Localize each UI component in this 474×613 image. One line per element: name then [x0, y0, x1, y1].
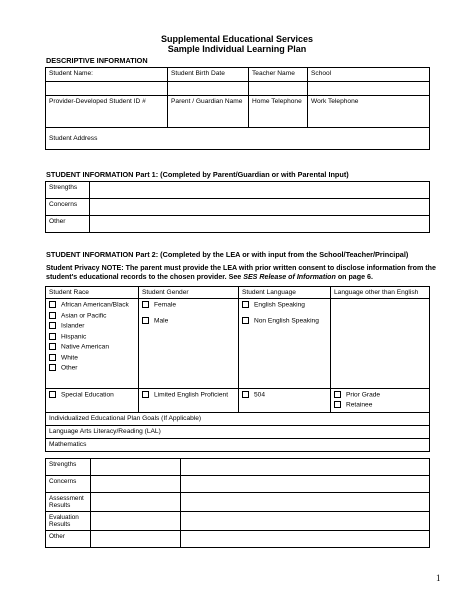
teacher-name-label: Teacher Name	[252, 70, 295, 77]
privacy-note	[46, 264, 438, 281]
goals-cell[interactable]	[91, 476, 181, 493]
grade-options	[331, 389, 430, 413]
descriptive-table	[45, 67, 430, 150]
lal-row: Language Arts Literacy/Reading (LAL)	[46, 426, 430, 439]
school-field[interactable]	[308, 68, 430, 82]
goals-cell[interactable]	[91, 512, 181, 531]
language-options	[239, 299, 331, 389]
checkbox-icon[interactable]	[242, 301, 249, 308]
limited-english-option[interactable]: Limited English Proficient	[139, 389, 239, 413]
document-title-line-1: Supplemental Educational Services	[160, 34, 314, 44]
race-option[interactable]: Islander	[49, 322, 135, 330]
school-label: School	[311, 70, 332, 77]
other-input[interactable]	[90, 216, 430, 233]
student-address-label: Student Address	[49, 134, 98, 142]
birth-date-label: Student Birth Date	[171, 70, 225, 77]
student-address-field[interactable]	[46, 128, 430, 150]
goals-row-label: Assessment Results	[46, 493, 91, 512]
language-option[interactable]: English Speaking	[242, 301, 327, 309]
descriptive-heading: DESCRIPTIVE INFORMATION	[46, 56, 148, 65]
work-telephone-field[interactable]	[308, 96, 430, 128]
blank-cell[interactable]	[308, 82, 430, 96]
part2-heading: STUDENT INFORMATION Part 2: (Completed by the LEA or with input from the School/Teacher/Principal)	[46, 250, 409, 259]
student-name-label: Student Name:	[49, 70, 93, 77]
part1-row-label: Other	[46, 216, 90, 233]
goals-table	[45, 458, 430, 548]
provider-id-field[interactable]	[46, 96, 168, 128]
special-education-option[interactable]: Special Education	[46, 389, 139, 413]
blank-cell[interactable]	[168, 82, 249, 96]
part2-table	[45, 286, 430, 452]
checkbox-icon[interactable]	[334, 401, 341, 408]
goals-cell[interactable]	[181, 531, 430, 548]
language-header: Student Language	[239, 287, 331, 299]
parent-guardian-field[interactable]	[168, 96, 249, 128]
part1-table	[45, 181, 430, 233]
document-title-line-2: Sample Individual Learning Plan	[167, 44, 307, 54]
race-options	[46, 299, 139, 389]
goals-row-label: Other	[46, 531, 91, 548]
race-option[interactable]: African American/Black	[49, 301, 135, 309]
goals-row-label: Evaluation Results	[46, 512, 91, 531]
checkbox-icon[interactable]	[49, 333, 56, 340]
retainee-option[interactable]: Retainee	[334, 401, 426, 409]
gender-options	[139, 299, 239, 389]
home-telephone-label: Home Telephone	[252, 98, 302, 105]
checkbox-icon[interactable]	[49, 391, 56, 398]
race-option[interactable]: Native American	[49, 343, 135, 351]
home-telephone-field[interactable]	[249, 96, 308, 128]
checkbox-icon[interactable]	[49, 322, 56, 329]
other-language-input[interactable]	[331, 299, 430, 389]
checkbox-icon[interactable]	[49, 312, 56, 319]
part1-heading: STUDENT INFORMATION Part 1: (Completed by Parent/Guardian or with Parental Input)	[46, 170, 349, 179]
part1-row-label: Concerns	[46, 199, 90, 216]
checkbox-icon[interactable]	[49, 343, 56, 350]
goals-row-label: Concerns	[46, 476, 91, 493]
race-option[interactable]: Other	[49, 364, 135, 372]
student-name-field[interactable]	[46, 68, 168, 82]
blank-cell[interactable]	[46, 82, 168, 96]
checkbox-icon[interactable]	[142, 317, 149, 324]
goals-row-label: Strengths	[46, 459, 91, 476]
goals-cell[interactable]	[91, 459, 181, 476]
gender-option[interactable]: Male	[142, 317, 235, 325]
checkbox-icon[interactable]	[242, 317, 249, 324]
goals-cell[interactable]	[181, 476, 430, 493]
part1-row-label: Strengths	[46, 182, 90, 199]
concerns-input[interactable]	[90, 199, 430, 216]
language-option[interactable]: Non English Speaking	[242, 317, 327, 325]
blank-cell[interactable]	[249, 82, 308, 96]
race-option[interactable]: White	[49, 354, 135, 362]
section-504-option[interactable]: 504	[239, 389, 331, 413]
provider-id-label: Provider-Developed Student ID #	[49, 98, 146, 105]
privacy-note-end: on page 6.	[335, 272, 373, 281]
gender-header: Student Gender	[139, 287, 239, 299]
goals-cell[interactable]	[91, 493, 181, 512]
prior-grade-option[interactable]: Prior Grade	[334, 391, 426, 399]
checkbox-icon[interactable]	[142, 391, 149, 398]
release-of-information-ref: SES Release of Information	[243, 272, 336, 281]
birth-date-field[interactable]	[168, 68, 249, 82]
other-language-header: Language other than English	[331, 287, 430, 299]
goals-cell[interactable]	[181, 459, 430, 476]
checkbox-icon[interactable]	[49, 364, 56, 371]
goals-cell[interactable]	[91, 531, 181, 548]
goals-cell[interactable]	[181, 493, 430, 512]
checkbox-icon[interactable]	[334, 391, 341, 398]
checkbox-icon[interactable]	[49, 301, 56, 308]
privacy-note-text: Student Privacy NOTE: The parent must provide the LEA with prior written consent to disclose information from the student's educational records to the chosen provider. See	[46, 264, 436, 281]
checkbox-icon[interactable]	[242, 391, 249, 398]
teacher-name-field[interactable]	[249, 68, 308, 82]
mathematics-row: Mathematics	[46, 439, 430, 452]
race-option[interactable]: Hispanic	[49, 333, 135, 341]
race-option[interactable]: Asian or Pacific	[49, 312, 135, 320]
parent-guardian-label: Parent / Guardian Name	[171, 98, 243, 105]
race-header: Student Race	[46, 287, 139, 299]
work-telephone-label: Work Telephone	[311, 98, 359, 105]
checkbox-icon[interactable]	[49, 354, 56, 361]
checkbox-icon[interactable]	[142, 301, 149, 308]
page-number: 1	[436, 573, 441, 583]
iep-goals-row: Individualized Educational Plan Goals (If Applicable)	[46, 413, 430, 426]
goals-cell[interactable]	[181, 512, 430, 531]
gender-option[interactable]: Female	[142, 301, 235, 309]
strengths-input[interactable]	[90, 182, 430, 199]
